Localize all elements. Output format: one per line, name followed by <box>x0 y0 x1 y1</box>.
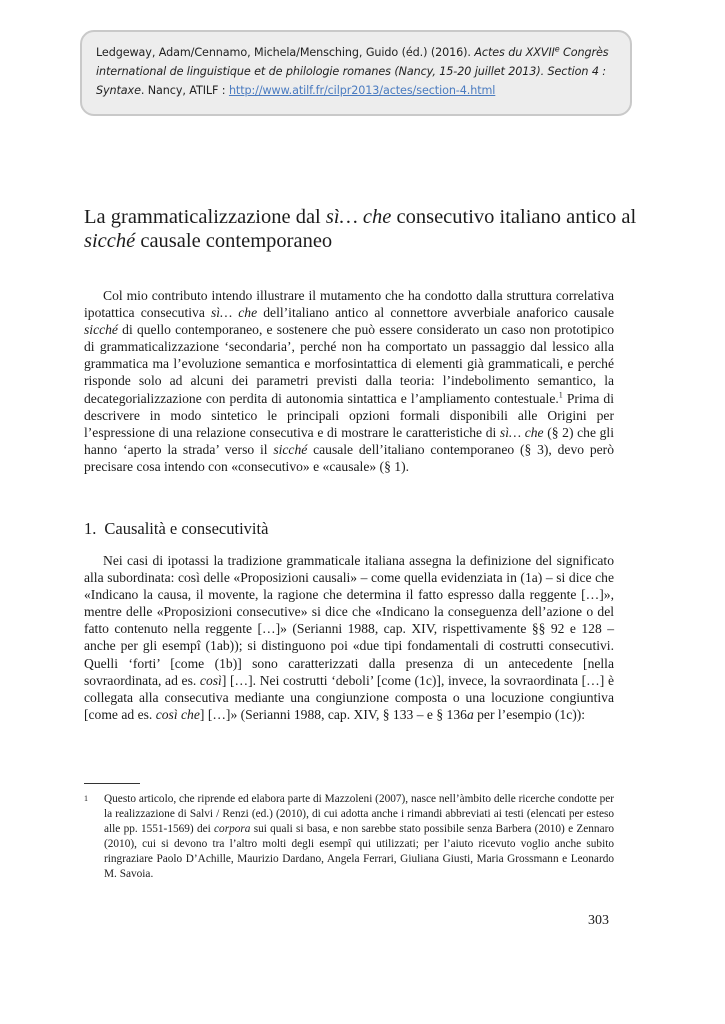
footnote <box>84 792 614 882</box>
footnote-divider <box>84 783 140 784</box>
citation-text: Ledgeway, Adam/Cennamo, Michela/Mensching, Guido (éd.) (2016). Actes du XXVIIe Congrès international de linguistique et de philologie romanes (Nancy, 15-20 juillet 2013). Section 4 : Syntaxe. Nancy, ATILF : <box>96 44 609 97</box>
section-1-paragraph: Nei casi di ipotassi la tradizione grammaticale italiana assegna la definizione del significato alla subordinata: così delle «Proposizioni causali» – come quella evidenziata in (1a) – si dice che «Indicano la causa, il movente, la ragione che determina il fatto espresso dalla reggente […]», mentre delle «Proposizioni consecutive» si dice che «Indicano la conseguenza dell’azione o del fatto contenuto nella reggente […]» (Serianni 1988, cap. XIV, rispettivamente §§ 92 e 128 – anche per gli esempî (1ab)); si distinguono poi «due tipi fondamentali di costrutti consecutivi. Quelli ‘forti’ [come (1b)] sono caratterizzati dalla presenza di un antecedente [nella sovraordinata, ad es. così] […]. Nei costrutti ‘deboli’ [come (1c)], invece, la sovraordinata […] è collegata alla consecutiva mediante una congiunzione composta o una locuzione congiuntiva [come ad es. così che] […]» (Serianni 1988, cap. XIV, § 133 – e § 136a per l’esempio (1c)): <box>84 553 614 722</box>
section-heading: 1. Causalità e consecutività <box>84 519 269 538</box>
footnote-reference[interactable]: 1 <box>558 390 563 400</box>
citation-box <box>80 30 632 116</box>
intro-paragraph: Col mio contributo intendo illustrare il mutamento che ha condotto dalla struttura correlativa ipotattica consecutiva sì… che dell’italiano antico al connettore avverbiale anaforico causale sicché di quello contemporaneo, e sostenere che può essere considerato un caso non prototipico di grammaticalizzazione ‘secondaria’, perché non ha comportato un passaggio dal lessico alla grammatica ma l’evoluzione semantica e morfosintattica di elementi già grammaticali, e perché risponde solo ad alcuni dei parametri previsti dalla teoria: l’indebolimento semantico, la decategorializzazione con perdita di autonomia sintattica e l’ampliamento contestuale.$^1$ Prima di descrivere in modo sintetico le principali opzioni formali disponibili alle Origini per l’espressione di una relazione consecutiva e di mostrare le caratteristiche di sì… che (§ 2) che gli hanno ‘aperto la strada’ verso il sicché causale dell’italiano contemporaneo (§ 3), devo però precisare cosa intendo con «consecutivo» e «causale» (§ 1). <box>84 288 615 474</box>
page-number: 303 <box>588 913 609 928</box>
footnote-mark: 1 <box>84 794 88 803</box>
footnote-text: Questo articolo, che riprende ed elabora parte di Mazzoleni (2007), nasce nell’àmbito delle ricerche condotte per la realizzazione di Salvi / Renzi (ed.) (2010), di cui adotta anche i rimandi abbreviati ai testi (elencati per esteso alle pp. 1551-1569) dei corpora sui quali si basa, e non sarebbe stato possibile senza Barbera (2010) e Zennaro (2010), cui si devono tra l’altro molti degli esempî qui utilizzati; per l’aiuto ricevuto voglio anche subito ringraziare Paolo D’Achille, Maurizio Dardano, Angela Ferrari, Giuliana Giusti, Maria Grossmann e Leonardo M. Savoia. <box>104 793 614 880</box>
section-link[interactable]: http://www.atilf.fr/cilpr2013/actes/section-4.html <box>228 84 496 97</box>
article-title: La grammaticalizzazione dal sì… che consecutivo italiano antico al sicché causale contemporaneo <box>84 206 637 252</box>
